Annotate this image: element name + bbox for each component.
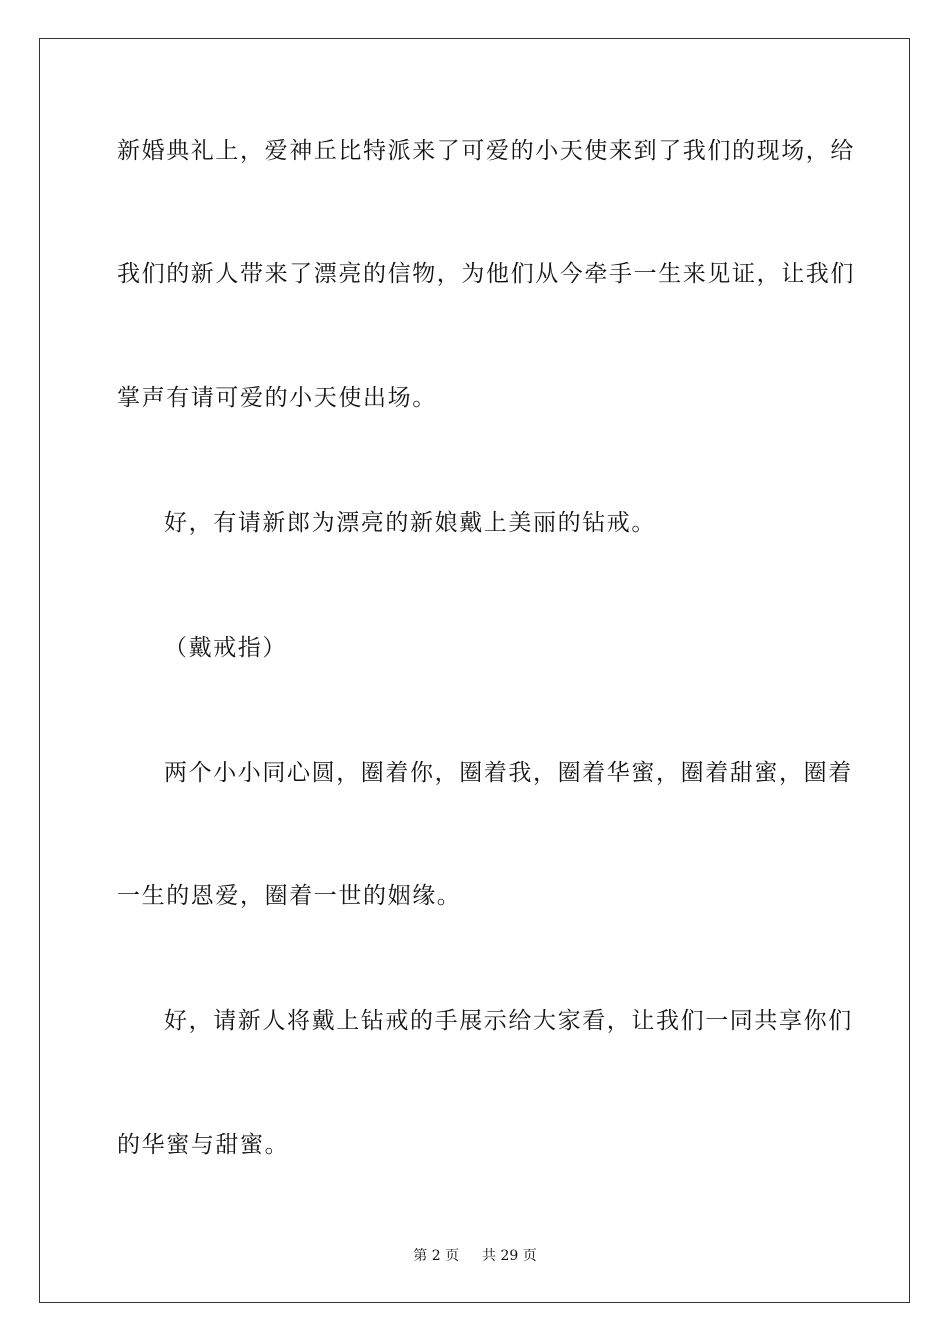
page-total: 共 29 页	[482, 1248, 537, 1264]
paragraph-line: 好，有请新郎为漂亮的新娘戴上美丽的钻戒。	[164, 510, 656, 536]
paragraph-line: （戴戒指）	[164, 635, 287, 661]
page-footer	[0, 1246, 950, 1266]
paragraph-line: 掌声有请可爱的小天使出场。	[117, 385, 437, 411]
page-border	[39, 38, 910, 1303]
paragraph-line: 两个小小同心圆，圈着你，圈着我，圈着华蜜，圈着甜蜜，圈着	[164, 760, 853, 786]
paragraph-line: 一生的恩爱，圈着一世的姻缘。	[117, 883, 462, 909]
paragraph-line: 好，请新人将戴上钻戒的手展示给大家看，让我们一同共享你们	[164, 1008, 853, 1034]
paragraph-line: 的华蜜与甜蜜。	[117, 1132, 290, 1158]
page-number: 第 2 页	[413, 1248, 460, 1264]
paragraph-line: 新婚典礼上，爱神丘比特派来了可爱的小天使来到了我们的现场，给	[117, 138, 855, 164]
paragraph-line: 我们的新人带来了漂亮的信物，为他们从今牵手一生来见证，让我们	[117, 261, 855, 287]
